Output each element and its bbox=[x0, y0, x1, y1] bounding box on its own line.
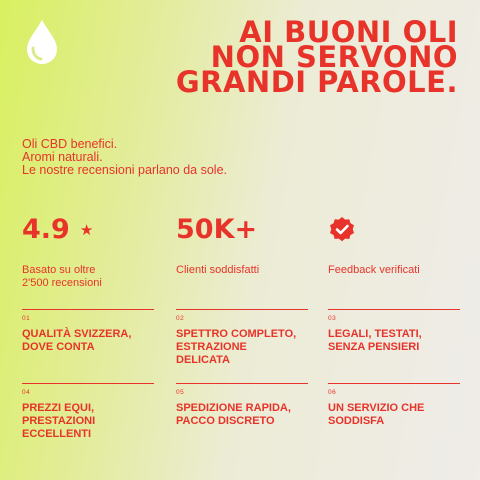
feature-item bbox=[328, 383, 460, 428]
rating-value-row bbox=[22, 216, 162, 244]
feature-item bbox=[22, 383, 154, 441]
feature-number: 04 bbox=[22, 389, 31, 396]
stat-label bbox=[22, 264, 162, 289]
stat-label bbox=[176, 264, 316, 277]
star-icon: ★ bbox=[79, 221, 94, 239]
feature-title bbox=[176, 402, 308, 428]
stat-label bbox=[328, 264, 468, 277]
feature-number: 01 bbox=[22, 315, 31, 322]
feature-title-line: SPEDIZIONE RAPIDA, bbox=[176, 402, 291, 414]
feature-title bbox=[176, 328, 308, 367]
feature-item bbox=[176, 309, 308, 367]
feature-title-line: SENZA PENSIERI bbox=[328, 341, 420, 353]
stat-customers bbox=[176, 216, 316, 277]
stat-label-line: Feedback verificati bbox=[328, 264, 420, 276]
stat-verified bbox=[328, 216, 468, 277]
feature-title-line: ESTRAZIONE bbox=[176, 341, 247, 353]
feature-title bbox=[22, 328, 154, 354]
feature-title bbox=[22, 402, 154, 441]
feature-title-line: PREZZI EQUI, bbox=[22, 402, 95, 414]
feature-title-line: DELICATA bbox=[176, 354, 230, 366]
feature-title-line: PRESTAZIONI bbox=[22, 415, 96, 427]
verified-badge-icon bbox=[328, 216, 356, 244]
feature-title-line: SPETTRO COMPLETO, bbox=[176, 328, 297, 340]
intro-line: Oli CBD benefici. bbox=[22, 137, 118, 151]
feature-title-line: LEGALI, TESTATI, bbox=[328, 328, 422, 340]
feature-title-line: UN SERVIZIO CHE bbox=[328, 402, 425, 414]
feature-title-line: PACCO DISCRETO bbox=[176, 415, 275, 427]
droplet-icon bbox=[22, 18, 62, 66]
rating-value: 4.9 bbox=[22, 214, 70, 245]
feature-item bbox=[176, 383, 308, 428]
feature-number: 03 bbox=[328, 315, 337, 322]
customers-value: 50K+ bbox=[176, 214, 258, 245]
feature-number: 06 bbox=[328, 389, 337, 396]
intro-line: Aromi naturali. bbox=[22, 150, 103, 164]
feature-title-line: ECCELLENTI bbox=[22, 428, 92, 440]
headline-line: NON SERVONO bbox=[210, 40, 458, 74]
stat-label-line: Basato su oltre bbox=[22, 264, 96, 276]
feature-item bbox=[22, 309, 154, 354]
feature-title-line: SODDISFA bbox=[328, 415, 385, 427]
feature-title bbox=[328, 328, 460, 354]
headline-line: GRANDI PAROLE. bbox=[175, 65, 458, 99]
feature-title-line: DOVE CONTA bbox=[22, 341, 95, 353]
feature-title-line: QUALITÀ SVIZZERA, bbox=[22, 328, 132, 340]
feature-number: 02 bbox=[176, 315, 185, 322]
feature-item bbox=[328, 309, 460, 354]
intro-line: Le nostre recensioni parlano da sole. bbox=[22, 163, 227, 177]
intro-text bbox=[22, 138, 227, 177]
headline bbox=[175, 15, 458, 99]
feature-number: 05 bbox=[176, 389, 185, 396]
stat-label-line: 2'500 recensioni bbox=[22, 276, 102, 289]
stat-rating bbox=[22, 216, 162, 289]
feature-title bbox=[328, 402, 460, 428]
verified-badge-row bbox=[328, 216, 468, 244]
stat-label-line: Clienti soddisfatti bbox=[176, 264, 260, 276]
headline-line: AI BUONI OLI bbox=[239, 15, 458, 49]
